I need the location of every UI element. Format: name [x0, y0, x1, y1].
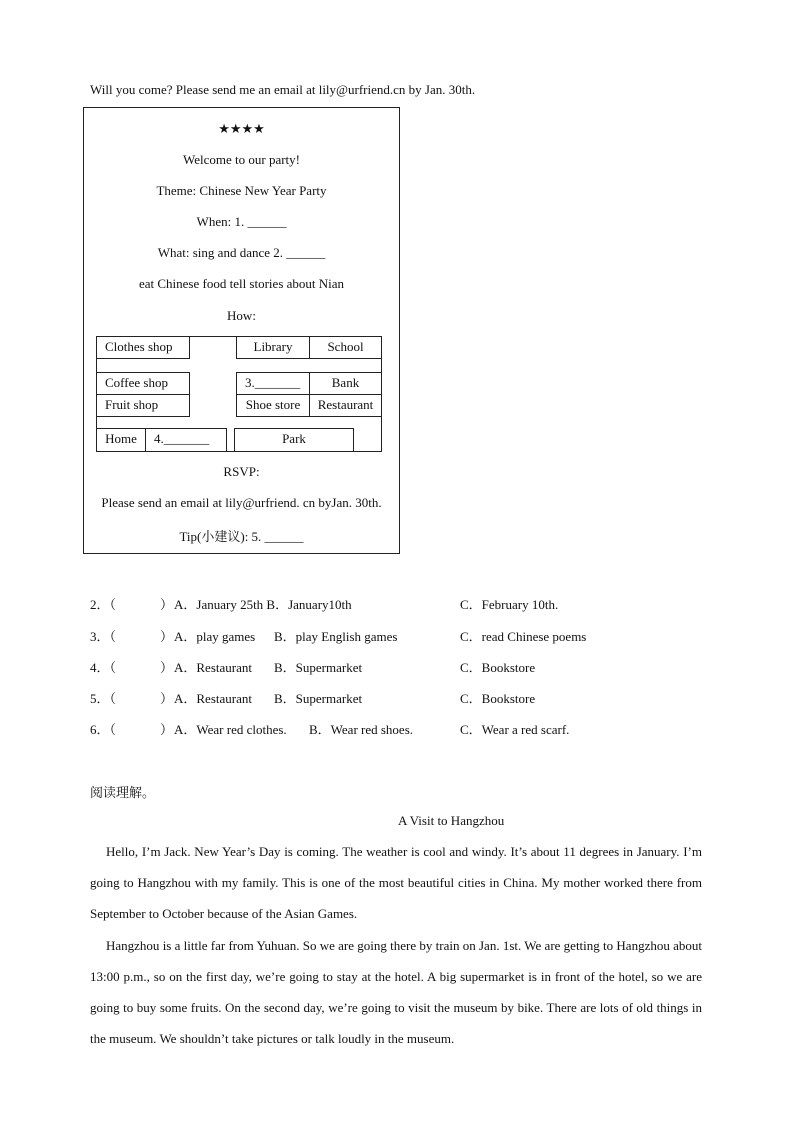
- option-c: C．Bookstore: [460, 660, 536, 675]
- route-map: [96, 336, 382, 452]
- question-paren: ）: [160, 691, 174, 706]
- option-b: B．Supermarket: [274, 691, 363, 706]
- question-number: 6．（: [90, 722, 117, 737]
- question-paren: ）: [160, 660, 174, 675]
- question-number: 2．（: [90, 597, 117, 612]
- question-paren: ）: [160, 629, 174, 644]
- what-line: What: sing and dance 2. ______: [157, 245, 326, 260]
- how-line: How:: [227, 308, 256, 323]
- map-blank-3: 3._______: [236, 372, 310, 395]
- question-paren: ）: [160, 597, 174, 612]
- map-park: Park: [234, 428, 354, 452]
- invitation-intro: Will you come? Please send me an email at lily@urfriend.cn by Jan. 30th.: [90, 82, 476, 97]
- map-home: Home: [96, 428, 146, 452]
- tip-line: Tip(小建议): 5. ______: [179, 529, 304, 544]
- map-coffee-shop: Coffee shop: [96, 372, 190, 395]
- map-blank-4: 4._______: [145, 428, 227, 452]
- option-c: C．February 10th.: [460, 597, 559, 612]
- what-line-2: eat Chinese food tell stories about Nian: [138, 276, 345, 291]
- question-number: 4．（: [90, 660, 117, 675]
- option-a: A．January 25th B．January10th: [174, 597, 352, 612]
- party-invitation-card: [83, 107, 400, 554]
- passage-paragraph-1: [90, 836, 702, 929]
- rsvp-email-line: Please send an email at lily@urfriend. cn byJan. 30th.: [101, 495, 382, 510]
- option-a: A．Restaurant: [174, 691, 252, 706]
- paragraph-text: Hangzhou is a little far from Yuhuan. So we are going there by train on Jan. 1st. We are getting to Hangzhou about 13:00 p.m., so on the first day, we’re going to stay at the hotel. A big supermarket is in front of the hotel, so we are going to buy some fruits. On the second day, we’re going to visit the museum by bike. There are lots of old things in the museum. We shouldn’t take pictures or talk loudly in the museum.: [90, 938, 702, 1046]
- option-a: A．Restaurant: [174, 660, 252, 675]
- map-bank: Bank: [309, 372, 382, 395]
- rsvp-line: RSVP:: [223, 464, 260, 479]
- question-paren: ）: [160, 722, 174, 737]
- option-b: B．play English games: [274, 629, 398, 644]
- option-c: C．Wear a red scarf.: [460, 722, 570, 737]
- map-school: School: [309, 336, 382, 359]
- option-b: B．Supermarket: [274, 660, 363, 675]
- option-a: A．play games: [174, 629, 256, 644]
- welcome-line: Welcome to our party!: [183, 152, 300, 167]
- passage-paragraph-2: [90, 930, 702, 1054]
- passage-title: A Visit to Hangzhou: [398, 813, 505, 828]
- option-b: B．Wear red shoes.: [309, 722, 414, 737]
- question-number: 3．（: [90, 629, 117, 644]
- question-number: 5．（: [90, 691, 117, 706]
- theme-line: Theme: Chinese New Year Party: [156, 183, 327, 198]
- map-restaurant: Restaurant: [309, 394, 382, 417]
- map-library: Library: [236, 336, 310, 359]
- map-clothes-shop: Clothes shop: [96, 336, 190, 359]
- option-a: A．Wear red clothes.: [174, 722, 287, 737]
- map-fruit-shop: Fruit shop: [96, 394, 190, 417]
- option-c: C．read Chinese poems: [460, 629, 587, 644]
- stars-decoration: ★★★★: [218, 121, 265, 136]
- option-c: C．Bookstore: [460, 691, 536, 706]
- when-line: When: 1. ______: [196, 214, 287, 229]
- section-title: 阅读理解。: [90, 786, 156, 801]
- paragraph-text: Hello, I’m Jack. New Year’s Day is coming. The weather is cool and windy. It’s about 11 degrees in January. I’m going to Hangzhou with my family. This is one of the most beautiful cities in China. My mother worked there from September to October because of the Asian Games.: [90, 844, 702, 921]
- map-shoe-store: Shoe store: [236, 394, 310, 417]
